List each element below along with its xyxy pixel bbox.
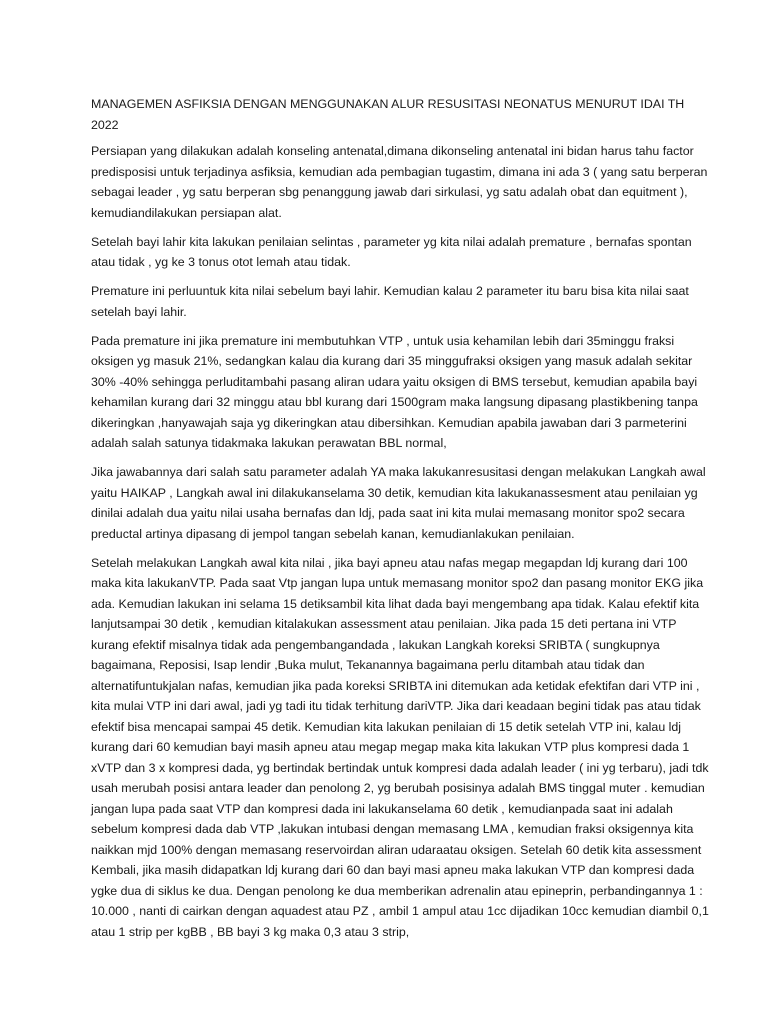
paragraph-initial-assessment: Setelah bayi lahir kita lakukan penilaian selintas , parameter yg kita nilai adalah premature , bernafas spontan atau tidak , yg ke 3 tonus otot lemah atau tidak.	[91, 234, 692, 269]
paragraph-haikap: Jika jawabannya dari salah satu parameter adalah YA maka lakukanresusitasi dengan melakukan Langkah awal yaitu HAIKAP , Langkah awal ini dilakukanselama 30 detik, kemudian kita lakukanassesment atau penilaian yg dinilai adalah dua yaitu nilai usaha bernafas dan ldj, pada saat ini kita mulai memasang monitor spo2 secara preductal artinya dipasang di jempol tangan sebelah kanan, kemudianlakukan penilaian.	[91, 465, 706, 541]
paragraph-vtp-procedure: Setelah melakukan Langkah awal kita nilai , jika bayi apneu atau nafas megap megapdan ldj kurang dari 100 maka kita lakukanVTP. Pada saat Vtp jangan lupa untuk memasang monitor spo2 dan pasang monitor EKG jika ada. Kemudian lakukan ini selama 15 detiksambil kita lihat dada bayi mengembang apa tidak. Kalau efektif kita lanjutsampai 30 detik , kemudian kitalakukan assessment atau penilaian. Jika pada 15 deti pertana ini VTP kurang efektif misalnya tidak ada pengembangandada , lakukan Langkah koreksi SRIBTA ( sungkupnya bagaimana, Reposisi, Isap lendir ,Buka mulut, Tekanannya bagaimana perlu ditambah atau tidak dan alternatifuntukjalan nafas, kemudian jika pada koreksi SRIBTA ini ditemukan ada ketidak efektifan dari VTP ini , kita mulai VTP ini dari awal, jadi yg tadi itu tidak terhitung dariVTP. Jika dari keadaan begini tidak pas atau tidak efektif bisa mencapai sampai 45 detik. Kemudian kita lakukan penilaian di 15 detik setelah VTP ini, kalau ldj kurang dari 60 kemudian bayi masih apneu atau megap megap maka kita lakukan VTP plus kompresi dada 1 xVTP dan 3 x kompresi dada, yg bertindak bertindak untuk kompresi dada adalah leader ( ini yg terbaru), jadi tdk usah merubah posisi antara leader dan penolong 2, yg berubah posisinya adalah BMS tinggal muter . kemudian jangan lupa pada saat VTP dan kompresi dada ini lakukanselama 60 detik , kemudianpada saat ini adalah sebelum kompresi dada dab VTP ,lakukan intubasi dengan memasang LMA , kemudian fraksi oksigennya kita naikkan mjd 100% dengan memasang reservoirdan aliran udaraatau oksigen. Setelah 60 detik kita assessment Kembali, jika masih didapatkan ldj kurang dari 60 dan bayi masi apneu maka lakukan VTP dan kompresi dada ygke dua di siklus ke dua. Dengan penolong ke dua memberikan adrenalin atau epineprin, perbandingannya 1 : 10.000 , nanti di cairkan dengan aquadest atau PZ , ambil 1 ampul atau 1cc dijadikan 10cc kemudian diambil 0,1 atau 1 strip per kgBB , BB bayi 3 kg maka 0,3 atau 3 strip,	[91, 555, 709, 939]
paragraph-preparation: Persiapan yang dilakukan adalah konseling antenatal,dimana dikonseling antenatal ini bidan harus tahu factor predisposisi untuk terjadinya asfiksia, kemudian ada pembagian tugastim, dimana ini ada 3 ( yang satu berperan sebagai leader , yg satu berperan sbg penanggung jawab dari sirkulasi, yg satu adalah obat dan equitment ), kemudiandilakukan persiapan alat.	[91, 144, 708, 220]
paragraph-premature: Premature ini perluuntuk kita nilai sebelum bayi lahir. Kemudian kalau 2 parameter itu baru bisa kita nilai saat setelah bayi lahir.	[91, 284, 689, 319]
document-title: MANAGEMEN ASFIKSIA DENGAN MENGGUNAKAN ALUR RESUSITASI NEONATUS MENURUT IDAI TH 2022	[91, 97, 685, 132]
document-page	[91, 94, 711, 951]
paragraph-vtp-premature: Pada premature ini jika premature ini membutuhkan VTP , untuk usia kehamilan lebih dari 35minggu fraksi oksigen yg masuk 21%, sedangkan kalau dia kurang dari 35 minggufraksi oksigen yang masuk adalah sekitar 30% -40% sehingga perluditambahi pasang aliran udara yaitu oksigen di BMS tersebut, kemudian apabila bayi kehamilan kurang dari 32 minggu atau bbl kurang dari 1500gram maka langsung dipasang plastikbening tanpa dikeringkan ,hanyawajah saja yg dikeringkan atau dibersihkan. Kemudian apabila jawaban dari 3 parmeterini adalah salah satunya tidakmaka lakukan perawatan BBL normal,	[91, 333, 698, 450]
